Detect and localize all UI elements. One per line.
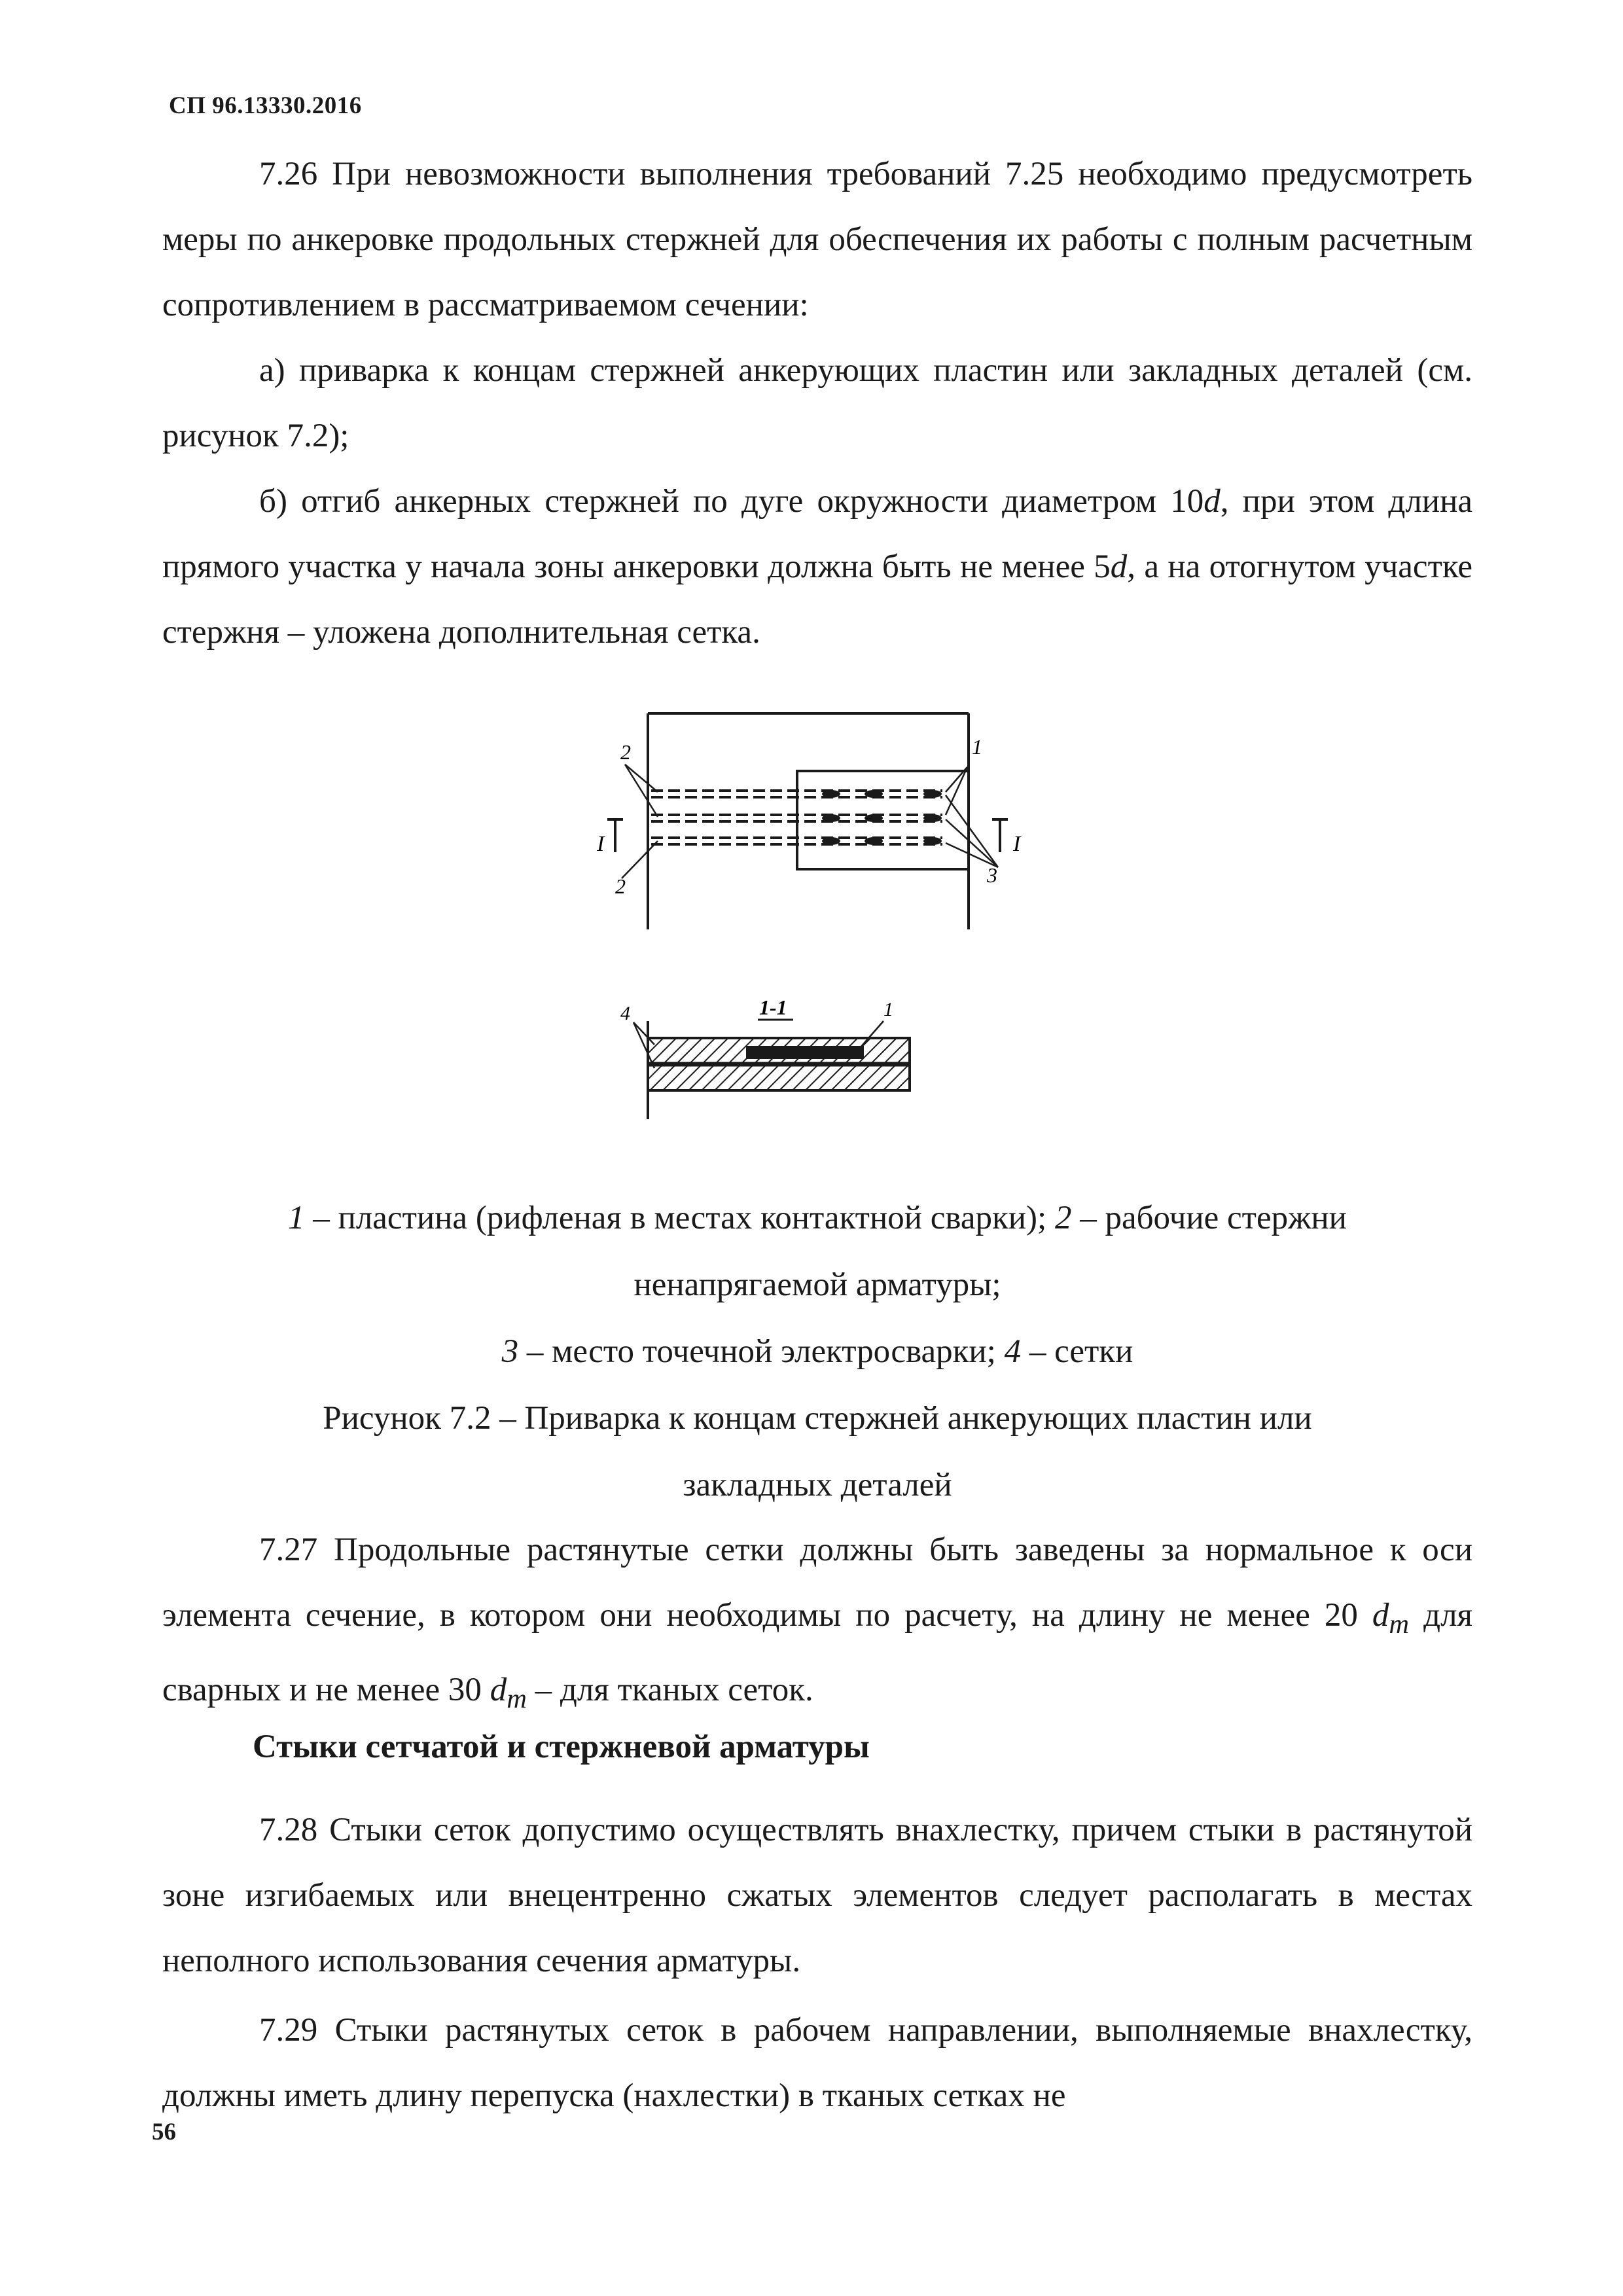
section-title-1-1: 1-1 [759, 996, 787, 1019]
legend-4-text: – сетки [1021, 1333, 1133, 1370]
p726-b-part1: б) отгиб анкерных стержней по дуге окружности диаметром 10 [259, 483, 1204, 520]
caption-legend-line3 [162, 1318, 1472, 1385]
page-number: 56 [152, 2119, 176, 2145]
section-plate [746, 1046, 864, 1059]
legend-1-num: 1 [288, 1200, 305, 1236]
section-mark-right: I [1013, 832, 1021, 856]
label-2-top: 2 [620, 740, 631, 764]
p726-b-d2: d [1110, 548, 1128, 585]
p727-part1: 7.27 Продольные растянутые сетки должны быть заведены за нормальное к оси элемента сечение, в котором они необходимы по расчету, на длину не менее 20 [162, 1532, 1472, 1634]
p727-part3: – для тканых сеток. [526, 1672, 813, 1709]
label-4: 4 [620, 1003, 630, 1024]
legend-3-text: – место точечной электросварки; [518, 1333, 1005, 1370]
legend-4-num: 4 [1004, 1333, 1022, 1370]
paragraph-7-26-a: а) приварка к концам стержней анкерующих пластин или закладных деталей (см. рисунок 7.2); [162, 352, 1472, 454]
figure-7-2-section [602, 982, 969, 1126]
label-3: 3 [987, 863, 997, 887]
section-marks [607, 819, 1008, 852]
document-header: СП 96.13330.2016 [169, 92, 362, 119]
paragraph-7-29 [162, 1998, 1472, 2128]
paragraph-7-27 [162, 1517, 1472, 1732]
legend-2-text: – рабочие стержни [1071, 1200, 1347, 1236]
p727-dm2-sub: m [507, 1683, 527, 1715]
legend-1-text: – пластина (рифленая в местах контактной сварки); [304, 1200, 1055, 1236]
paragraph-7-29-text: 7.29 Стыки растянутых сеток в рабочем направлении, выполняемые внахлестку, должны иметь длину перепуска (нахлестки) в тканых сетках не [162, 2012, 1472, 2114]
legend-2-num: 2 [1054, 1200, 1072, 1236]
paragraph-7-26-b [162, 469, 1472, 665]
p726-b-d1: d [1204, 483, 1221, 520]
figure-title-line2: закладных деталей [683, 1467, 952, 1503]
label-2-bottom: 2 [615, 874, 626, 898]
p727-dm1-sub: m [1389, 1609, 1410, 1640]
section-heading: Стыки сетчатой и стержневой арматуры [253, 1729, 870, 1765]
p727-dm1: d [1372, 1597, 1389, 1634]
paragraph-7-27-text [162, 1517, 1472, 1732]
figure-7-2-plan [576, 707, 1047, 942]
caption-legend-line2: ненапрягаемой арматуры; [633, 1266, 1001, 1303]
paragraph-7-28-text: 7.28 Стыки сеток допустимо осуществлять внахлестку, причем стыки в растянутой зоне изгибаемых или внецентренно сжатых элементов следует располагать в местах неполного использования сечения арматуры. [162, 1812, 1472, 1979]
caption-legend-line1 [162, 1185, 1472, 1251]
p726-b-part3: , а на отогнутом участке стержня – уложена дополнительная сетка. [162, 548, 1472, 651]
p726-b-part2: , при этом длина прямого участка у начала зоны анкеровки должна быть не менее 5 [162, 483, 1473, 585]
p727-part2: для сварных и не менее 30 [162, 1597, 1472, 1709]
figure-caption [162, 1185, 1472, 1518]
label-1-plan: 1 [972, 735, 982, 759]
section-mark-left: I [597, 832, 605, 856]
leader-4 [633, 1022, 654, 1045]
legend-3-num: 3 [501, 1333, 519, 1370]
p727-dm2: d [490, 1672, 507, 1709]
paragraph-7-26-text: 7.26 При невозможности выполнения требований 7.25 необходимо предусмотреть меры по анкеровке продольных стержней для обеспечения их работы с полным расчетным сопротивлением в рассматриваемом сечении: [162, 156, 1472, 323]
label-1-section: 1 [883, 999, 893, 1020]
paragraph-7-26 [162, 141, 1472, 665]
figure-title-line1: Рисунок 7.2 – Приварка к концам стержней анкерующих пластин или [323, 1400, 1312, 1437]
paragraph-7-28 [162, 1797, 1472, 1994]
